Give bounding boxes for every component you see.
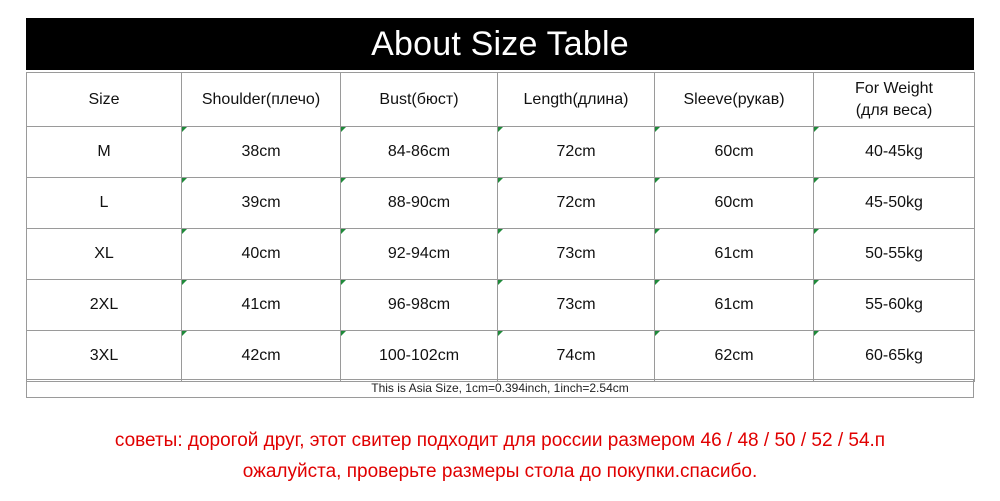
cell-size: XL	[27, 229, 182, 280]
cell-shoulder-value: 40cm	[241, 245, 281, 262]
cell-corner-mark	[182, 331, 187, 336]
cell-corner-mark	[655, 178, 660, 183]
cell-shoulder	[182, 178, 341, 229]
cell-corner-mark	[498, 331, 503, 336]
cell-corner-mark	[498, 229, 503, 234]
cell-sleeve-value: 60cm	[714, 143, 754, 160]
cell-length-value: 72cm	[556, 143, 596, 160]
cell-corner-mark	[498, 127, 503, 132]
cell-length-value: 74cm	[556, 347, 596, 364]
asia-size-note: This is Asia Size, 1cm=0.394inch, 1inch=2.54cm	[26, 379, 974, 398]
cell-weight-value: 40-45kg	[865, 143, 923, 160]
cell-weight	[814, 280, 975, 331]
cell-corner-mark	[814, 280, 819, 285]
cell-sleeve	[655, 178, 814, 229]
cell-corner-mark	[498, 280, 503, 285]
cell-length	[498, 331, 655, 382]
cell-length	[498, 229, 655, 280]
header-sleeve: Sleeve(рукав)	[655, 73, 814, 127]
cell-weight	[814, 331, 975, 382]
cell-bust-value: 96-98cm	[387, 296, 451, 313]
cell-shoulder	[182, 280, 341, 331]
header-weight-line2: (для веса)	[855, 101, 933, 119]
cell-corner-mark	[655, 280, 660, 285]
cell-sleeve-value: 61cm	[714, 296, 754, 313]
cell-bust	[341, 280, 498, 331]
cell-sleeve	[655, 280, 814, 331]
cell-corner-mark	[814, 127, 819, 132]
cell-bust	[341, 127, 498, 178]
cell-weight-value: 45-50kg	[865, 194, 923, 211]
header-weight-line1: For Weight	[855, 79, 933, 97]
cell-shoulder	[182, 229, 341, 280]
cell-shoulder	[182, 331, 341, 382]
cell-bust-value: 100-102cm	[378, 347, 460, 364]
cell-size: L	[27, 178, 182, 229]
cell-corner-mark	[498, 178, 503, 183]
cell-sleeve-value: 61cm	[714, 245, 754, 262]
cell-corner-mark	[341, 331, 346, 336]
cell-sleeve	[655, 229, 814, 280]
cell-length-value: 73cm	[556, 245, 596, 262]
cell-corner-mark	[655, 331, 660, 336]
cell-size: M	[27, 127, 182, 178]
russian-note-line2: ожалуйста, проверьте размеры стола до покупки.спасибо.	[242, 461, 758, 482]
header-row	[27, 73, 975, 127]
cell-weight	[814, 178, 975, 229]
size-table	[26, 72, 975, 382]
cell-length	[498, 127, 655, 178]
cell-sleeve	[655, 331, 814, 382]
cell-weight-value: 55-60kg	[865, 296, 923, 313]
table-row	[27, 127, 975, 178]
cell-bust	[341, 178, 498, 229]
cell-weight	[814, 127, 975, 178]
header-shoulder: Shoulder(плечо)	[182, 73, 341, 127]
cell-corner-mark	[655, 229, 660, 234]
cell-length	[498, 178, 655, 229]
cell-corner-mark	[182, 280, 187, 285]
header-bust: Bust(бюст)	[341, 73, 498, 127]
cell-corner-mark	[341, 229, 346, 234]
cell-shoulder-value: 38cm	[241, 143, 281, 160]
cell-length-value: 72cm	[556, 194, 596, 211]
cell-size: 3XL	[27, 331, 182, 382]
cell-bust-value: 84-86cm	[387, 143, 451, 160]
cell-corner-mark	[814, 229, 819, 234]
cell-bust-value: 88-90cm	[387, 194, 451, 211]
table-row	[27, 331, 975, 382]
cell-shoulder-value: 42cm	[241, 347, 281, 364]
cell-sleeve-value: 60cm	[714, 194, 754, 211]
cell-corner-mark	[655, 127, 660, 132]
header-length: Length(длина)	[498, 73, 655, 127]
cell-shoulder-value: 41cm	[241, 296, 281, 313]
cell-bust	[341, 229, 498, 280]
size-table-title: About Size Table	[26, 18, 974, 70]
russian-note-line1: советы: дорогой друг, этот свитер подходит для россии размером 46 / 48 / 50 / 52 / 54.п	[114, 430, 886, 451]
cell-weight-value: 60-65kg	[865, 347, 923, 364]
cell-size: 2XL	[27, 280, 182, 331]
cell-corner-mark	[341, 178, 346, 183]
cell-corner-mark	[182, 229, 187, 234]
cell-corner-mark	[814, 178, 819, 183]
cell-shoulder	[182, 127, 341, 178]
cell-sleeve	[655, 127, 814, 178]
header-size: Size	[27, 73, 182, 127]
cell-length	[498, 280, 655, 331]
cell-length-value: 73cm	[556, 296, 596, 313]
cell-shoulder-value: 39cm	[241, 194, 281, 211]
cell-corner-mark	[182, 178, 187, 183]
table-row	[27, 280, 975, 331]
cell-sleeve-value: 62cm	[714, 347, 754, 364]
cell-bust	[341, 331, 498, 382]
cell-weight-value: 50-55kg	[865, 245, 923, 262]
table-row	[27, 229, 975, 280]
cell-corner-mark	[341, 280, 346, 285]
cell-bust-value: 92-94cm	[387, 245, 451, 262]
table-row	[27, 178, 975, 229]
header-weight	[814, 73, 975, 127]
cell-corner-mark	[182, 127, 187, 132]
cell-corner-mark	[814, 331, 819, 336]
cell-corner-mark	[341, 127, 346, 132]
cell-weight	[814, 229, 975, 280]
